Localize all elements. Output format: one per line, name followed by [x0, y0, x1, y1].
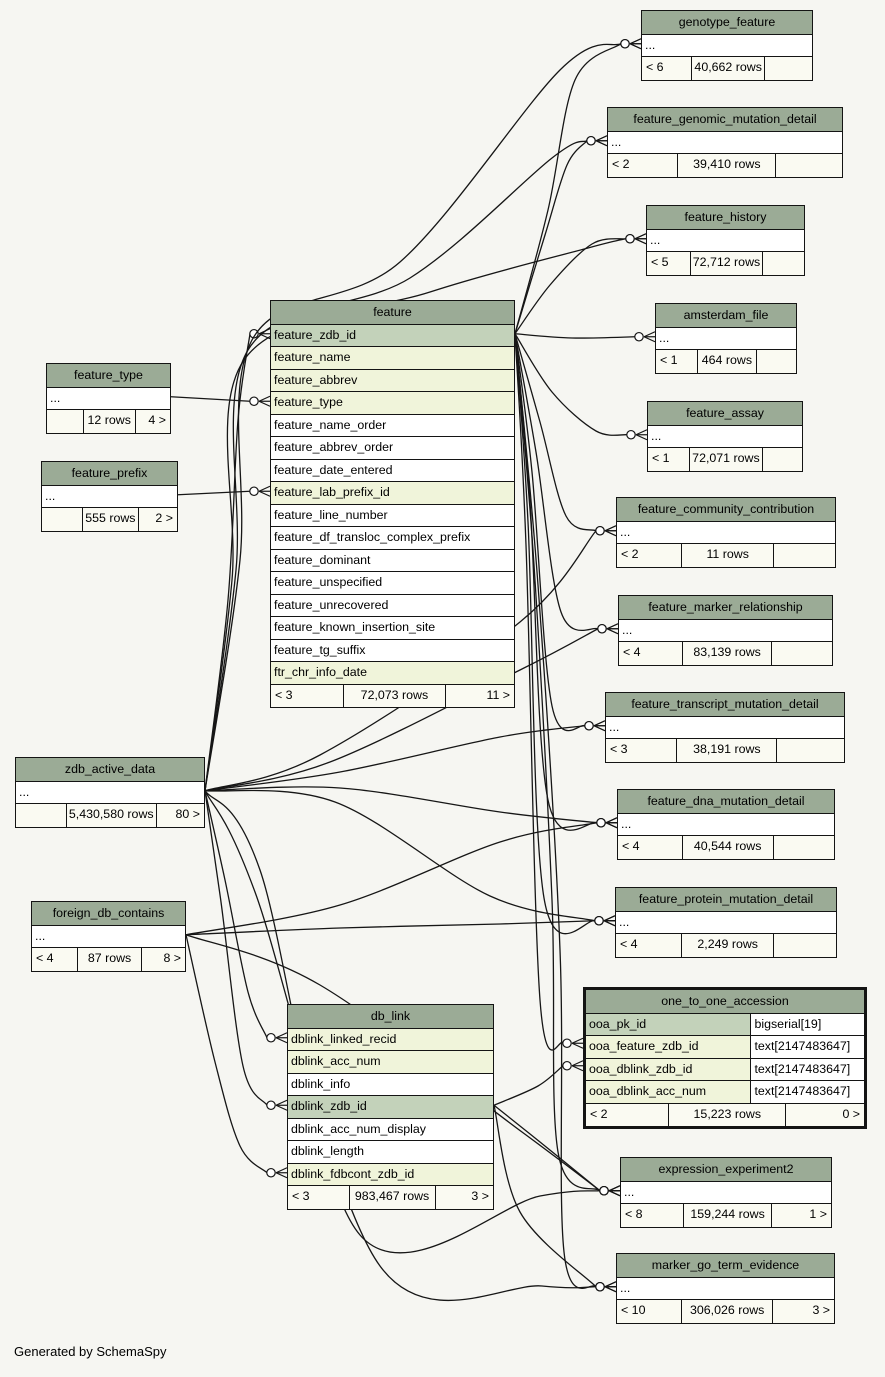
- table-footer: [16, 804, 204, 827]
- out-degree-cell: [757, 350, 796, 373]
- column-name: feature_unrecovered: [274, 597, 389, 612]
- columns-ellipsis: ...: [45, 488, 56, 503]
- table-title-feature_prefix[interactable]: feature_prefix: [42, 462, 177, 486]
- table-db_link: [287, 1004, 494, 1210]
- column-type: text[2147483647]: [750, 1036, 864, 1058]
- columns-ellipsis: ...: [621, 816, 632, 831]
- column-name: dblink_info: [291, 1076, 351, 1091]
- column-feature_abbrev: [271, 370, 514, 393]
- generated-by-note: Generated by SchemaSpy: [14, 1344, 167, 1359]
- in-degree-cell: < 3: [271, 685, 344, 708]
- column-dblink_acc_num_display: [288, 1119, 493, 1142]
- columns-ellipsis-row: [606, 717, 844, 740]
- columns-ellipsis-row: [47, 388, 170, 411]
- table-footer: [619, 642, 832, 665]
- out-degree-cell: [774, 934, 836, 957]
- table-foreign_db_contains: [31, 901, 186, 972]
- row-count-cell: 983,467 rows: [350, 1186, 436, 1209]
- columns-ellipsis: ...: [650, 232, 661, 247]
- table-title-feature_history[interactable]: feature_history: [647, 206, 804, 230]
- column-name: feature_abbrev_order: [274, 440, 394, 454]
- row-count-cell: 83,139 rows: [683, 642, 772, 665]
- table-feature_transcript_mutation_detail: [605, 692, 845, 763]
- column-name: feature_lab_prefix_id: [274, 485, 390, 499]
- column-name: ooa_dblink_acc_num: [589, 1084, 707, 1098]
- table-title-feature[interactable]: feature: [271, 301, 514, 325]
- in-degree-cell: < 1: [648, 448, 690, 471]
- columns-ellipsis: ...: [50, 390, 61, 405]
- table-footer: [47, 410, 170, 433]
- table-title-feature_dna_mutation_detail[interactable]: feature_dna_mutation_detail: [618, 790, 834, 814]
- column-feature_known_insertion_site: [271, 617, 514, 640]
- out-degree-cell: [776, 154, 842, 177]
- columns-ellipsis: ...: [622, 622, 633, 637]
- column-name: feature_df_transloc_complex_prefix: [274, 530, 471, 544]
- column-feature_dominant: [271, 550, 514, 573]
- in-degree-cell: < 6: [642, 57, 692, 80]
- row-count-cell: 40,544 rows: [683, 836, 774, 859]
- column-dblink_linked_recid: [288, 1029, 493, 1052]
- out-degree-cell: 1 >: [809, 1207, 827, 1221]
- column-name: dblink_linked_recid: [291, 1031, 397, 1046]
- out-degree-cell: 11 >: [486, 687, 511, 702]
- column-name: dblink_acc_num: [291, 1054, 381, 1068]
- table-title-db_link[interactable]: db_link: [288, 1005, 493, 1029]
- row-count-cell: 12 rows: [84, 410, 136, 433]
- out-degree-cell: 3 >: [812, 1303, 831, 1317]
- columns-ellipsis: ...: [19, 784, 30, 799]
- columns-ellipsis-row: [647, 230, 804, 253]
- out-degree-cell: 80 >: [175, 807, 200, 821]
- column-ooa_dblink_zdb_id: [586, 1059, 864, 1082]
- columns-ellipsis: ...: [619, 914, 630, 929]
- table-one_to_one_accession: [583, 987, 867, 1129]
- column-feature_line_number: [271, 505, 514, 528]
- table-feature_community_contribution: [616, 497, 836, 568]
- row-count-cell: 15,223 rows: [669, 1104, 786, 1127]
- table-footer: [647, 252, 804, 275]
- table-footer: [32, 948, 185, 971]
- column-ooa_pk_id: [586, 1014, 864, 1037]
- in-degree-cell: [16, 804, 67, 827]
- column-dblink_info: [288, 1074, 493, 1097]
- table-title-marker_go_term_evidence[interactable]: marker_go_term_evidence: [617, 1254, 834, 1278]
- table-feature_marker_relationship: [618, 595, 833, 666]
- table-footer: [617, 1300, 834, 1323]
- table-feature_genomic_mutation_detail: [607, 107, 843, 178]
- columns-ellipsis-row: [642, 35, 812, 58]
- row-count-cell: 72,712 rows: [691, 252, 764, 275]
- table-footer: [608, 154, 842, 177]
- in-degree-cell: < 8: [621, 1204, 684, 1227]
- column-name: ooa_dblink_zdb_id: [589, 1061, 693, 1076]
- column-dblink_acc_num: [288, 1051, 493, 1074]
- column-type: bigserial[19]: [750, 1014, 864, 1036]
- table-feature_history: [646, 205, 805, 276]
- column-name: feature_name: [274, 350, 351, 364]
- column-dblink_zdb_id: [288, 1096, 493, 1119]
- column-dblink_length: [288, 1141, 493, 1164]
- columns-ellipsis-row: [618, 814, 834, 837]
- row-count-cell: 2,249 rows: [682, 934, 774, 957]
- column-feature_name_order: [271, 415, 514, 438]
- in-degree-cell: < 3: [288, 1186, 350, 1209]
- columns-ellipsis-row: [619, 620, 832, 643]
- table-title-expression_experiment2[interactable]: expression_experiment2: [621, 1158, 831, 1182]
- in-degree-cell: < 4: [616, 934, 682, 957]
- column-name: ooa_feature_zdb_id: [589, 1039, 699, 1053]
- column-name: feature_zdb_id: [274, 327, 356, 342]
- column-feature_zdb_id: [271, 325, 514, 348]
- table-footer: [618, 836, 834, 859]
- table-title-one_to_one_accession[interactable]: one_to_one_accession: [586, 990, 864, 1014]
- table-feature_dna_mutation_detail: [617, 789, 835, 860]
- in-degree-cell: [42, 508, 83, 531]
- columns-ellipsis-row: [621, 1182, 831, 1205]
- columns-ellipsis-row: [608, 132, 842, 155]
- table-title-feature_marker_relationship[interactable]: feature_marker_relationship: [619, 596, 832, 620]
- out-degree-cell: 4 >: [148, 413, 166, 427]
- column-name: dblink_zdb_id: [291, 1099, 367, 1113]
- column-feature_tg_suffix: [271, 640, 514, 663]
- out-degree-cell: [763, 448, 802, 471]
- column-name: dblink_acc_num_display: [291, 1121, 427, 1136]
- out-degree-cell: [765, 57, 812, 80]
- columns-ellipsis-row: [42, 486, 177, 509]
- table-title-foreign_db_contains[interactable]: foreign_db_contains: [32, 902, 185, 926]
- columns-ellipsis: ...: [651, 428, 662, 443]
- table-footer: [617, 544, 835, 567]
- table-title-feature_community_contribution[interactable]: feature_community_contribution: [617, 498, 835, 522]
- column-name: feature_unspecified: [274, 575, 383, 589]
- column-name: feature_known_insertion_site: [274, 620, 436, 634]
- in-degree-cell: < 4: [618, 836, 683, 859]
- in-degree-cell: < 4: [32, 948, 78, 971]
- in-degree-cell: < 4: [619, 642, 683, 665]
- in-degree-cell: < 2: [617, 544, 682, 567]
- table-footer: [42, 508, 177, 531]
- out-degree-cell: [772, 642, 832, 665]
- columns-ellipsis-row: [656, 328, 796, 351]
- table-expression_experiment2: [620, 1157, 832, 1228]
- columns-ellipsis: ...: [659, 330, 670, 345]
- row-count-cell: 464 rows: [698, 350, 757, 373]
- in-degree-cell: < 1: [656, 350, 698, 373]
- table-genotype_feature: [641, 10, 813, 81]
- table-marker_go_term_evidence: [616, 1253, 835, 1324]
- in-degree-cell: < 5: [647, 252, 691, 275]
- column-name: feature_abbrev: [274, 372, 358, 387]
- column-name: dblink_length: [291, 1144, 365, 1158]
- table-footer: [642, 57, 812, 80]
- out-degree-cell: [774, 544, 835, 567]
- column-feature_lab_prefix_id: [271, 482, 514, 505]
- in-degree-cell: < 2: [608, 154, 678, 177]
- columns-ellipsis: ...: [609, 719, 620, 734]
- columns-ellipsis-row: [616, 912, 836, 935]
- table-title-feature_protein_mutation_detail[interactable]: feature_protein_mutation_detail: [616, 888, 836, 912]
- column-feature_date_entered: [271, 460, 514, 483]
- columns-ellipsis-row: [16, 782, 204, 805]
- row-count-cell: 38,191 rows: [677, 739, 777, 762]
- columns-ellipsis: ...: [620, 524, 631, 539]
- column-feature_name: [271, 347, 514, 370]
- table-feature: [270, 300, 515, 708]
- table-title-genotype_feature[interactable]: genotype_feature: [642, 11, 812, 35]
- row-count-cell: 87 rows: [78, 948, 142, 971]
- in-degree-cell: [47, 410, 84, 433]
- column-feature_df_transloc_complex_prefix: [271, 527, 514, 550]
- columns-ellipsis-row: [617, 1278, 834, 1301]
- column-type: text[2147483647]: [750, 1081, 864, 1103]
- column-name: feature_date_entered: [274, 462, 393, 477]
- table-feature_protein_mutation_detail: [615, 887, 837, 958]
- column-name: feature_tg_suffix: [274, 642, 366, 657]
- column-name: ftr_chr_info_date: [274, 665, 367, 679]
- table-feature_assay: [647, 401, 803, 472]
- table-footer: [271, 685, 514, 708]
- table-feature_prefix: [41, 461, 178, 532]
- column-type: text[2147483647]: [750, 1059, 864, 1081]
- row-count-cell: 11 rows: [682, 544, 774, 567]
- table-feature_type: [46, 363, 171, 434]
- out-degree-cell: 3 >: [471, 1189, 489, 1203]
- column-name: feature_dominant: [274, 552, 371, 567]
- row-count-cell: 5,430,580 rows: [67, 804, 157, 827]
- table-amsterdam_file: [655, 303, 797, 374]
- columns-ellipsis: ...: [624, 1184, 635, 1199]
- columns-ellipsis-row: [617, 522, 835, 545]
- column-name: dblink_fdbcont_zdb_id: [291, 1166, 415, 1181]
- table-footer: [606, 739, 844, 762]
- columns-ellipsis: ...: [611, 134, 622, 149]
- column-feature_unspecified: [271, 572, 514, 595]
- out-degree-cell: [763, 252, 804, 275]
- table-footer: [621, 1204, 831, 1227]
- table-title-feature_genomic_mutation_detail[interactable]: feature_genomic_mutation_detail: [608, 108, 842, 132]
- column-ftr_chr_info_date: [271, 662, 514, 685]
- columns-ellipsis: ...: [35, 928, 46, 943]
- table-title-feature_type[interactable]: feature_type: [47, 364, 170, 388]
- column-feature_unrecovered: [271, 595, 514, 618]
- columns-ellipsis-row: [32, 926, 185, 949]
- row-count-cell: 72,073 rows: [344, 685, 446, 708]
- row-count-cell: 159,244 rows: [684, 1204, 772, 1227]
- columns-ellipsis: ...: [645, 37, 656, 52]
- table-title-feature_transcript_mutation_detail[interactable]: feature_transcript_mutation_detail: [606, 693, 844, 717]
- out-degree-cell: [774, 836, 834, 859]
- row-count-cell: 555 rows: [83, 508, 140, 531]
- out-degree-cell: 0 >: [842, 1106, 861, 1121]
- in-degree-cell: < 3: [606, 739, 677, 762]
- table-title-feature_assay[interactable]: feature_assay: [648, 402, 802, 426]
- out-degree-cell: 2 >: [155, 511, 173, 525]
- column-dblink_fdbcont_zdb_id: [288, 1164, 493, 1187]
- row-count-cell: 40,662 rows: [692, 57, 765, 80]
- column-name: feature_line_number: [274, 507, 388, 522]
- columns-ellipsis: ...: [620, 1280, 631, 1295]
- table-footer: [288, 1186, 493, 1209]
- column-name: feature_name_order: [274, 417, 387, 432]
- table-footer: [648, 448, 802, 471]
- column-ooa_feature_zdb_id: [586, 1036, 864, 1059]
- in-degree-cell: < 2: [586, 1104, 669, 1127]
- column-feature_type: [271, 392, 514, 415]
- table-title-amsterdam_file[interactable]: amsterdam_file: [656, 304, 796, 328]
- row-count-cell: 72,071 rows: [690, 448, 763, 471]
- table-footer: [586, 1104, 864, 1127]
- column-name: feature_type: [274, 395, 343, 409]
- table-footer: [616, 934, 836, 957]
- table-title-zdb_active_data[interactable]: zdb_active_data: [16, 758, 204, 782]
- table-footer: [656, 350, 796, 373]
- column-name: ooa_pk_id: [589, 1016, 647, 1031]
- table-zdb_active_data: [15, 757, 205, 828]
- out-degree-cell: [777, 739, 844, 762]
- in-degree-cell: < 10: [617, 1300, 682, 1323]
- row-count-cell: 39,410 rows: [678, 154, 776, 177]
- out-degree-cell: 8 >: [163, 951, 182, 965]
- column-ooa_dblink_acc_num: [586, 1081, 864, 1104]
- columns-ellipsis-row: [648, 426, 802, 449]
- column-feature_abbrev_order: [271, 437, 514, 460]
- row-count-cell: 306,026 rows: [682, 1300, 773, 1323]
